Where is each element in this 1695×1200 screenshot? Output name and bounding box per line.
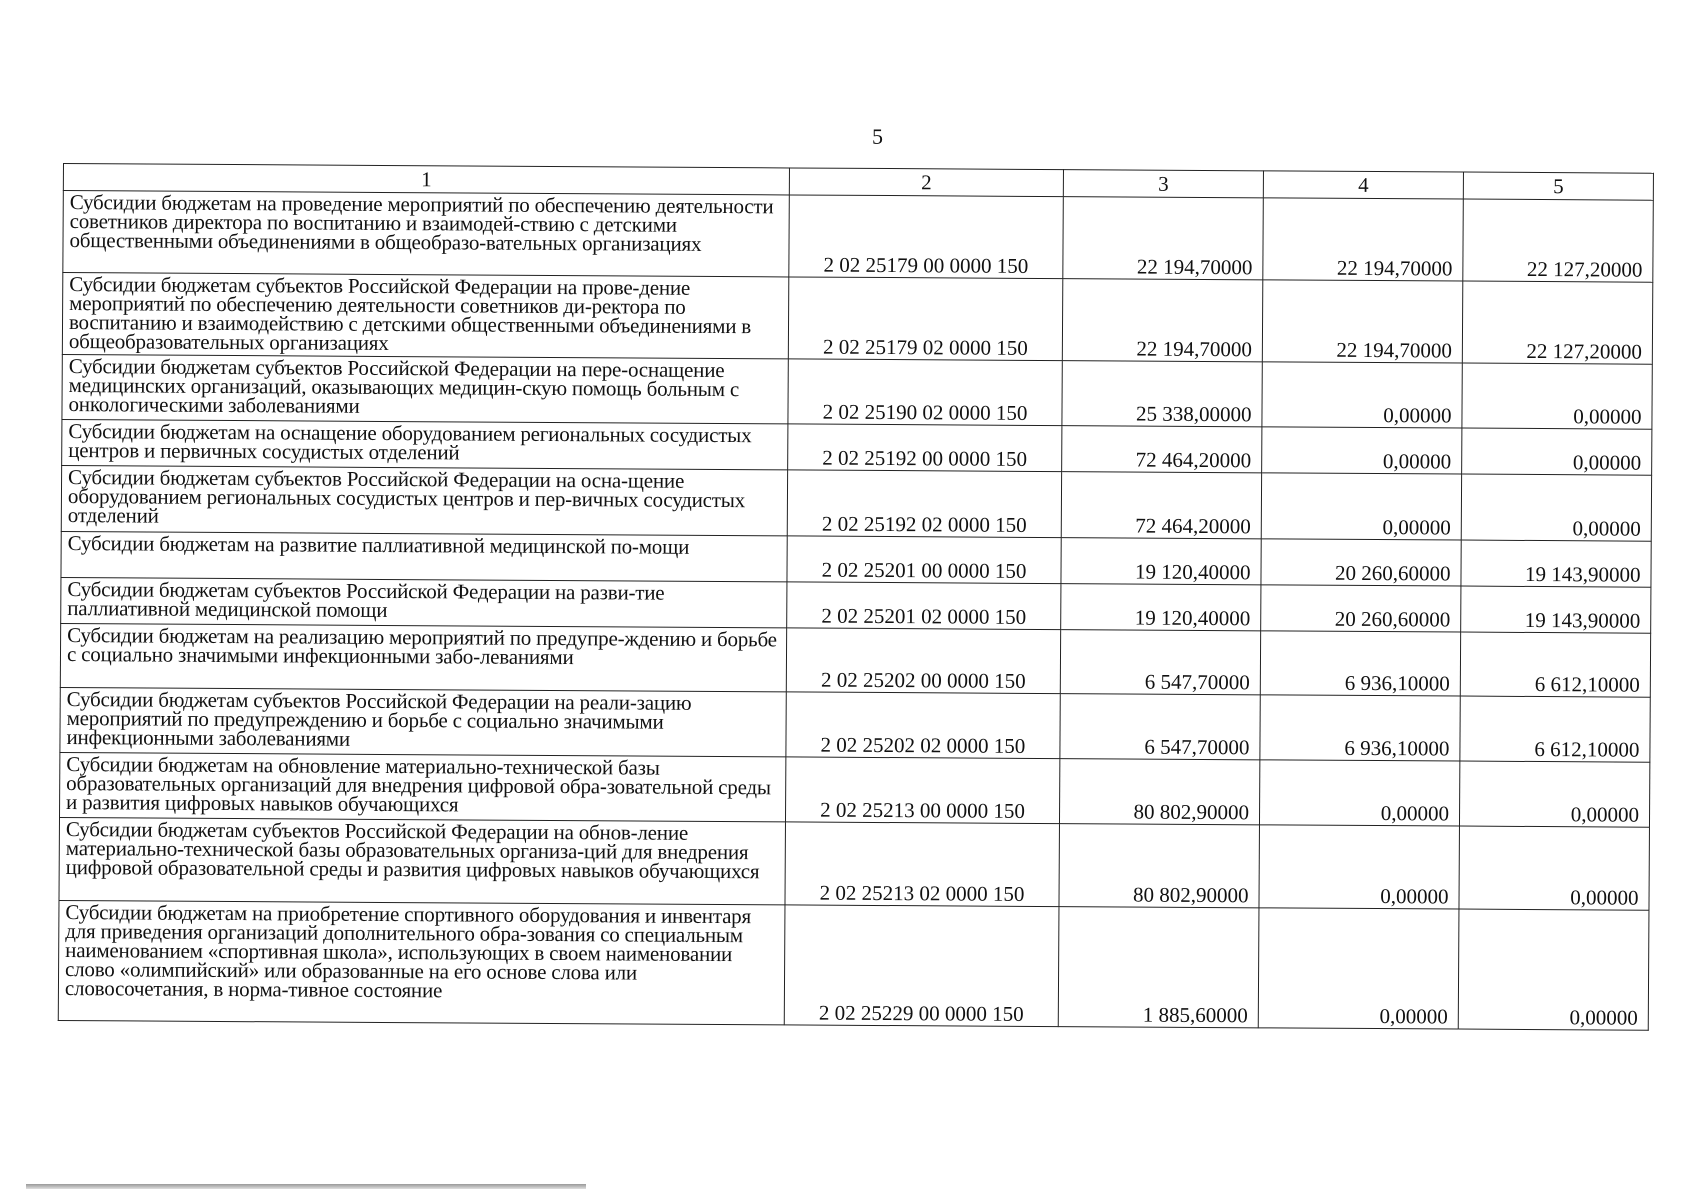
table-row [62, 273, 1652, 365]
row-description: Субсидии бюджетам на развитие паллиативной медицинской по-мощи [61, 531, 787, 581]
row-value-col4: 0,00000 [1259, 825, 1460, 909]
row-budget-code: 2 02 25201 02 0000 150 [787, 582, 1061, 630]
row-description: Субсидии бюджетам на оснащение оборудованием региональных сосудистых центров и первичных сосудистых отделений [62, 419, 788, 469]
table-row [60, 623, 1650, 697]
row-description: Субсидии бюджетам субъектов Российской Федерации на осна-щение оборудованием региональных сосудистых центров и пер-вичных сосудистых отделений [61, 465, 787, 535]
row-value-col4: 0,00000 [1261, 473, 1461, 540]
row-value-col4: 6 936,10000 [1260, 631, 1460, 696]
row-value-col4: 20 260,60000 [1261, 539, 1461, 586]
row-value-col5: 6 612,10000 [1460, 632, 1650, 697]
row-budget-code: 2 02 25192 02 0000 150 [787, 470, 1061, 538]
page-number: 5 [872, 124, 883, 149]
table-row [63, 191, 1653, 283]
row-value-col4: 0,00000 [1262, 362, 1462, 428]
row-budget-code: 2 02 25213 02 0000 150 [785, 822, 1060, 907]
row-value-col5: 6 612,10000 [1460, 696, 1650, 762]
row-budget-code: 2 02 25179 02 0000 150 [788, 277, 1062, 361]
table-row [60, 687, 1650, 762]
row-value-col3: 25 338,00000 [1062, 361, 1262, 427]
row-description: Субсидии бюджетам субъектов Российской Федерации на обнов-ление материально-технической базы образовательных организа-ций для внедрения цифровой образовательной среды и развития цифровых навыков обучающихся [59, 817, 785, 904]
row-budget-code: 2 02 25192 00 0000 150 [788, 424, 1062, 472]
row-value-col3: 19 120,40000 [1061, 538, 1261, 585]
row-description: Субсидии бюджетам на приобретение спортивного оборудования и инвентаря для приведения организаций дополнительного обра-зования со специальным наименованием «спортивная школа», использующих в своем наименовании слово «олимпийский» или образованные на его основе слова или словосочетания, в норма-тивное состояние [58, 900, 785, 1024]
budget-table [58, 163, 1654, 1031]
column-header-1: 1 [63, 164, 789, 195]
row-value-col5: 0,00000 [1459, 761, 1649, 827]
row-description: Субсидии бюджетам на реализацию мероприятий по предупре-ждению и борьбе с социально значимыми инфекционными забо-леваниями [60, 623, 786, 691]
row-value-col4: 0,00000 [1258, 908, 1459, 1029]
row-value-col5: 0,00000 [1461, 474, 1651, 541]
row-value-col5: 19 143,90000 [1461, 586, 1651, 633]
column-header-4: 4 [1263, 171, 1463, 199]
row-value-col5: 0,00000 [1458, 909, 1649, 1030]
row-budget-code: 2 02 25202 00 0000 150 [786, 628, 1060, 694]
row-value-col3: 72 464,20000 [1061, 472, 1261, 539]
row-value-col3: 80 802,90000 [1059, 759, 1259, 825]
row-value-col4: 6 936,10000 [1260, 695, 1460, 761]
row-description: Субсидии бюджетам на обновление материально-технической базы образовательных организаций для внедрения цифровой обра-зовательной среды и развития цифровых навыков обучающихся [60, 752, 786, 821]
table-row [61, 465, 1651, 541]
row-value-col3: 19 120,40000 [1061, 584, 1261, 631]
row-value-col5: 22 127,20000 [1462, 281, 1652, 364]
column-header-2: 2 [789, 168, 1063, 197]
row-value-col4: 0,00000 [1262, 427, 1462, 474]
row-description: Субсидии бюджетам субъектов Российской Федерации на пере-оснащение медицинских организаций, оказывающих медицин-скую помощь больным с онкологическими заболеваниями [62, 354, 788, 423]
row-budget-code: 2 02 25201 00 0000 150 [787, 536, 1061, 584]
row-description: Субсидии бюджетам субъектов Российской Федерации на разви-тие паллиативной медицинской помощи [61, 577, 787, 627]
table-row [59, 817, 1649, 910]
row-value-col3: 72 464,20000 [1062, 426, 1262, 473]
row-description: Субсидии бюджетам субъектов Российской Федерации на прове-дение мероприятий по обеспечению деятельности советников ди-ректора по воспитанию и взаимодействию с детскими общественными объединениями в общеобразовательных организациях [62, 273, 788, 359]
row-value-col3: 80 802,90000 [1059, 824, 1260, 908]
row-budget-code: 2 02 25179 00 0000 150 [789, 195, 1063, 279]
row-budget-code: 2 02 25202 02 0000 150 [786, 692, 1060, 759]
scan-edge-shadow [26, 1184, 586, 1189]
column-header-5: 5 [1463, 172, 1653, 200]
column-header-3: 3 [1063, 170, 1263, 198]
table-row [58, 900, 1649, 1030]
row-value-col3: 6 547,70000 [1060, 630, 1260, 695]
row-value-col3: 6 547,70000 [1060, 694, 1260, 760]
row-value-col5: 19 143,90000 [1461, 540, 1651, 587]
row-value-col3: 22 194,70000 [1062, 279, 1262, 362]
row-budget-code: 2 02 25229 00 0000 150 [784, 905, 1059, 1027]
row-value-col5: 22 127,20000 [1463, 199, 1653, 282]
row-value-col4: 20 260,60000 [1261, 585, 1461, 632]
row-value-col4: 22 194,70000 [1263, 198, 1463, 281]
row-value-col4: 22 194,70000 [1262, 280, 1462, 363]
row-value-col5: 0,00000 [1462, 428, 1652, 475]
row-budget-code: 2 02 25190 02 0000 150 [788, 359, 1062, 426]
row-budget-code: 2 02 25213 00 0000 150 [785, 757, 1059, 824]
row-description: Субсидии бюджетам на проведение мероприятий по обеспечению деятельности советников директора по воспитанию и взаимодей-ствию с детскими общественными объединениями в общеобразо-вательных организациях [63, 191, 789, 277]
row-value-col4: 0,00000 [1259, 760, 1459, 826]
row-value-col5: 0,00000 [1462, 363, 1652, 429]
row-description: Субсидии бюджетам субъектов Российской Федерации на реали-зацию мероприятий по предупреждению и борьбе с социально значимыми инфекционными заболеваниями [60, 687, 786, 756]
table-row [62, 354, 1652, 429]
table-row [60, 752, 1650, 827]
row-value-col3: 22 194,70000 [1063, 197, 1263, 280]
row-value-col5: 0,00000 [1459, 826, 1650, 910]
row-value-col3: 1 885,60000 [1058, 907, 1259, 1028]
